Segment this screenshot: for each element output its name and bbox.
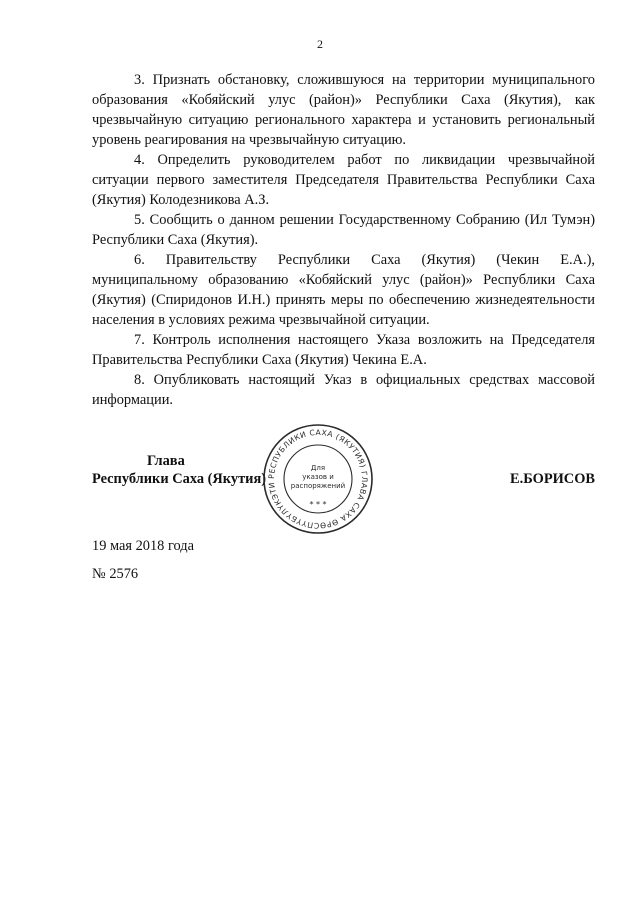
official-seal-stamp [262,423,374,535]
signatory-title-line1: Глава [147,453,185,469]
paragraph-4: 4. Определить руководителем работ по ликвидации чрезвычайной ситуации первого заместителя Председателя Правительства Республики Саха (Якутия) Колодезникова А.З. [92,152,595,208]
paragraph-5: 5. Сообщить о данном решении Государственному Собранию (Ил Тумэн) Республики Саха (Якутия). [92,212,595,248]
signatory-name: Е.БОРИСОВ [510,471,595,487]
seal-center-line1: Для [310,464,326,472]
paragraph-8: 8. Опубликовать настоящий Указ в официальных средствах массовой информации. [92,372,595,408]
document-body [92,70,595,410]
paragraph-6: 6. Правительству Республики Саха (Якутия) (Чекин Е.А.), муниципальному образованию «Кобяйский улус (район)» Республики Саха (Якутия) (Спиридонов И.Н.) принять меры по обеспечению жизнедеятельности населения в условиях режима чрезвычайной ситуации. [92,252,595,328]
paragraph-7: 7. Контроль исполнения настоящего Указа возложить на Председателя Правительства Республики Саха (Якутия) Чекина Е.А. [92,332,595,368]
seal-center-line3: распоряжений [290,482,346,490]
document-date: 19 мая 2018 года [92,538,195,554]
seal-outer-text: РЕСПУБЛИКИ САХА (ЯКУТИЯ) ГЛАВА САХА ӨРӨСПҮҮБҮЛҮКЭТИ [266,427,370,531]
seal-graphic [262,423,374,535]
page-number: 2 [317,37,323,51]
document-number: № 2576 [92,566,139,582]
paragraph-3: 3. Признать обстановку, сложившуюся на территории муниципального образования «Кобяйский улус (район)» Республики Саха (Якутия), как чрезвычайную ситуацию регионального характера и установить региональный уровень реагирования на чрезвычайную ситуацию. [92,72,595,148]
signatory-title-line2: Республики Саха (Якутия) [92,471,267,487]
seal-center-line2: указов и [302,473,334,481]
seal-stars: * * * [309,500,327,509]
